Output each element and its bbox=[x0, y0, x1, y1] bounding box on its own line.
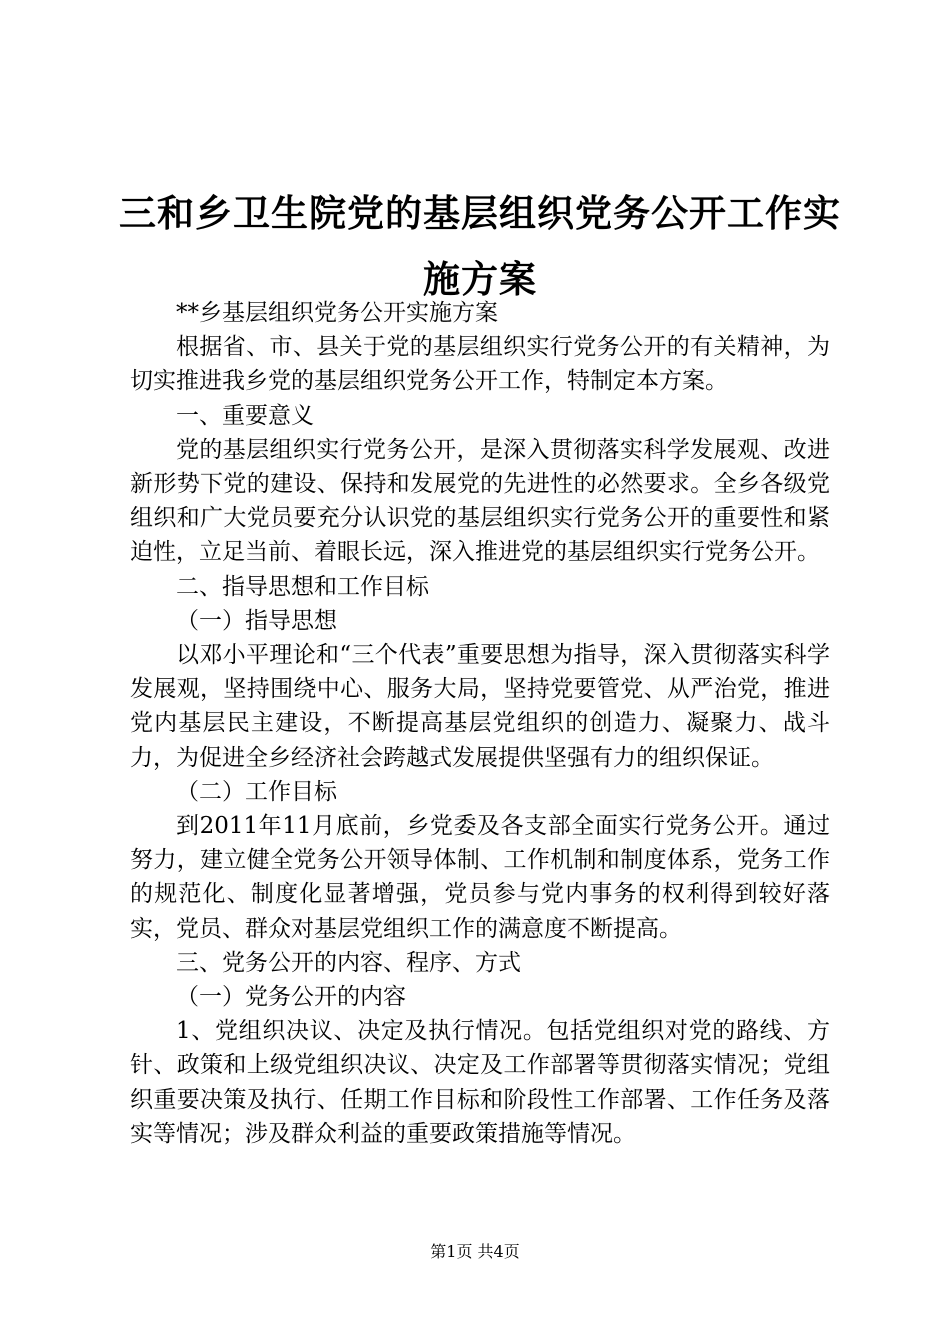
document-body bbox=[130, 296, 830, 1151]
document-title: 三和乡卫生院党的基层组织党务公开工作实施方案 bbox=[119, 191, 841, 301]
page-number-footer: 第1页 共4页 bbox=[430, 1242, 520, 1261]
intro-paragraph: 根据省、市、县关于党的基层组织实行党务公开的有关精神，为切实推进我乡党的基层组织党务公开工作，特制定本方案。 bbox=[130, 334, 830, 395]
subsection-heading-2-2: （二）工作目标 bbox=[176, 778, 337, 805]
section-1-paragraph: 党的基层组织实行党务公开，是深入贯彻落实科学发展观、改进新形势下党的建设、保持和发展党的先进性的必然要求。全乡各级党组织和广大党员要充分认识党的基层组织实行党务公开的重要性和紧迫性，立足当前、着眼长远，深入推进党的基层组织实行党务公开。 bbox=[130, 436, 830, 566]
subsection-2-2-paragraph: 到2011年11月底前，乡党委及各支部全面实行党务公开。通过努力，建立健全党务公开领导体制、工作机制和制度体系，党务工作的规范化、制度化显著增强，党员参与党内事务的权利得到较好落实，党员、群众对基层党组织工作的满意度不断提高。 bbox=[130, 813, 830, 942]
subsection-2-1-paragraph: 以邓小平理论和“三个代表”重要思想为指导，深入贯彻落实科学发展观，坚持围绕中心、服务大局，坚持党要管党、从严治党，推进党内基层民主建设，不断提高基层党组织的创造力、凝聚力、战斗力，为促进全乡经济社会跨越式发展提供坚强有力的组织保证。 bbox=[130, 642, 830, 771]
section-heading-2: 二、指导思想和工作目标 bbox=[176, 573, 429, 600]
subsection-heading-2-1: （一）指导思想 bbox=[176, 607, 337, 634]
subsection-heading-3-1: （一）党务公开的内容 bbox=[176, 984, 406, 1011]
doc-subtitle-paragraph: **乡基层组织党务公开实施方案 bbox=[176, 300, 498, 326]
section-heading-3: 三、党务公开的内容、程序、方式 bbox=[176, 949, 521, 976]
section-heading-1: 一、重要意义 bbox=[176, 402, 314, 429]
subsection-3-1-item-1: 1、党组织决议、决定及执行情况。包括党组织对党的路线、方针、政策和上级党组织决议、决定及工作部署等贯彻落实情况；党组织重要决策及执行、任期工作目标和阶段性工作部署、工作任务及落实等情况；涉及群众利益的重要政策措施等情况。 bbox=[130, 1018, 830, 1147]
